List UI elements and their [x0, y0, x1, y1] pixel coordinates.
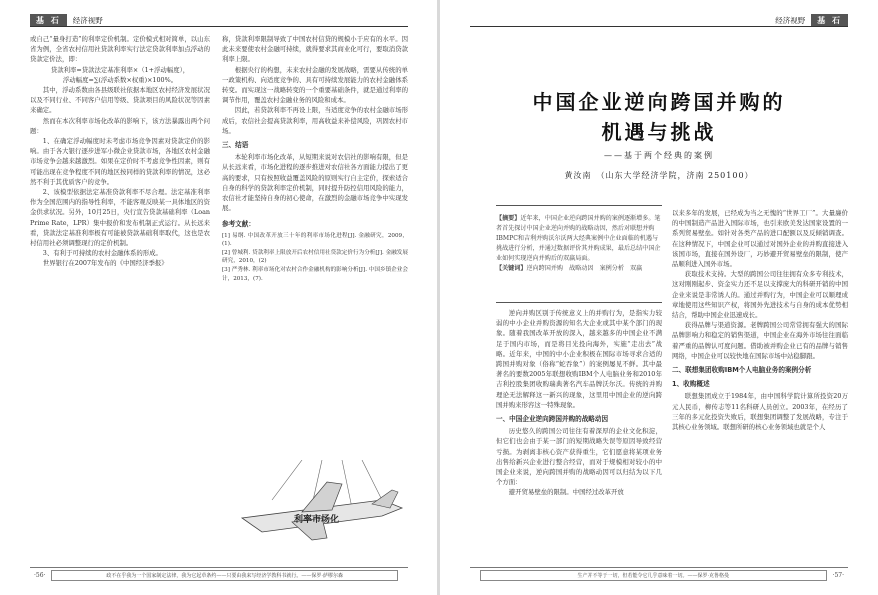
paragraph: 获取技术支持。大型的跨国公司往往拥有众多专利技术，这对刚刚起步、资金实力还不足以支撑庞大的科研开销的中国企业来说是非常诱人的。通过并购行为，中国企业可以顺理成章地使用这些知识产权，将国外先进技术与自身的成本优势相结合，帮助中国企业迅速成长。 — [672, 270, 848, 320]
paragraph: 以来多年的发展，已经成为当之无愧的“世界工厂”。大量廉价的中国制造产品进入国际市场，也引来欧美发达国家设置的一系列贸易壁垒。如针对各类产品的进口配额以及反倾销调查。在这种情况下，中国企业可以通过对国外企业的并购直接进入该国市场，直接在国外设厂，巧妙避开贸易壁垒的限制，使产品顺利进入国外市场。 — [672, 209, 848, 269]
reference-item: [1] 易纲. 中国改革开放三十年的利率市场化进程[J]. 金融研究，2009，(1). — [222, 232, 408, 248]
illustration-label: 利率市场化 — [294, 515, 340, 525]
section-heading: 二、联想集团收购IBM个人电脑业务的案例分析 — [672, 366, 812, 375]
section-label: 经济视野 — [72, 15, 103, 25]
article-title-line-1: 中国企业逆向跨国并购的 — [532, 90, 786, 114]
section-label: 经济视野 — [775, 15, 806, 25]
references-heading: 参考文献： — [222, 220, 255, 229]
right-header — [470, 14, 848, 27]
left-column-1 — [30, 34, 210, 554]
abstract-top-rule — [496, 205, 662, 206]
paragraph: 联想集团成立于1984年，由中国科学院计算所投资20万元人民币，柳传志等11名科研人员创立。2003年，在经历了三年的多元化投资失败后，联想集团调整了发展战略，专注于其核心业务领域。联想所研的核心业务领域也就是个人 — [672, 392, 848, 432]
paragraph: 世界银行在2007年发布的《中国经济季报》 — [42, 259, 168, 268]
left-header — [30, 14, 408, 27]
left-footer — [30, 567, 408, 583]
paragraph: 1、在确定浮动幅度时未考虑市场竞争因素对贷款定价的影响。由于各大银行逐步进军小微企业贷款市场，各地区农村金融市场竞争会越来越激烈。如果在定价时不考虑竞争性因素，则有可能出现在竞争程度不同的地区按同样的贷款利率的情况，这必然不利于其优质客户的竞争。 — [30, 137, 210, 186]
puppet-airplane-illustration — [232, 460, 408, 542]
paragraph: 本轮利率市场化改革，从短期来说对农信社的影响有限，但是从长远来看，市场化进程的逐步推进对农信社各方面能力提出了更高的要求，只有按照收益覆盖风险的原则实行自主定价，探索适合自身的科学的贷款利率定价机制，同时提升防控信用风险的能力，农信社才能坚持自身的初心使命，在激烈的金融市场竞争中实现发展。 — [222, 153, 408, 213]
article-title-line-2: 机遇与挑战 — [601, 120, 717, 144]
reference-item: [2] 曾城利. 贷款利率上限放开后农村信用社贷款定价行为分析[J]. 金融发展研究，2010，(2) — [222, 249, 408, 265]
footer-quote: 生产并不等于一切，但若能令它几乎意味着一切。——保罗·克鲁格曼 — [480, 570, 827, 581]
paragraph: 避开贸易壁垒的限制。中国经过改革开放 — [508, 488, 624, 497]
left-page — [0, 0, 438, 595]
paragraph: 获得品牌与渠道资源。老牌跨国公司常常拥有强大的国际品牌影响力和稳定的销售渠道，中国企业在海外市场往往面临着严重的品牌认可度问题。借助被并购企业已有的品牌与销售网络，中国企业可以较快地在国际市场中站稳脚跟。 — [672, 321, 848, 360]
page-number: ·56· — [34, 572, 46, 579]
abstract-block — [496, 214, 662, 274]
section-heading: 一、中国企业逆向跨国并购的战略动因 — [496, 415, 609, 424]
paragraph: 2、该模型依据法定基准贷款利率不尽合理。法定基准利率作为全国范围内的指导性利率，不能客观反映某一具体地区的资金供求状况。另外，10月25日，央行宣告贷款基础利率（Loan Prime Rate，LPR）集中报价和发布机制正式运行。从长远来看，贷款法定基准利率极有可能被贷款基础利率取代，这也是农村信用社必须调整现行的定价机制。 — [30, 188, 210, 248]
right-column-2 — [672, 208, 848, 554]
masthead: 基 石 — [30, 14, 67, 26]
article-subtitle: ——基于两个经典的案例 — [604, 151, 714, 160]
article-author: 黄汝南 （山东大学经济学院，济南 250100） — [564, 171, 754, 180]
footer-quote: 政不在乎我为一个国家制定法律，我为它起草条约——只要由我来写经济学教科书就行。——保罗·萨缪尔森 — [51, 570, 398, 581]
paragraph: 历史悠久的跨国公司往往有着深厚的企业文化积淀，但它们也会由于某一部门的短期战略失误等原因导致经营亏损。为剥离非核心资产获得重生，它们愿意将某项业务出售给新兴企业进行整合经营，而对于规模相对较小的中国企业来说，逆向跨国并购的战略动因可以归结为以下几个方面： — [496, 427, 662, 487]
left-column-2 — [222, 34, 408, 454]
subsection-heading: 1、收购概述 — [672, 380, 710, 389]
formula: 贷款利率=贷款法定基准利率×（1+浮动幅度）， — [50, 65, 190, 74]
keywords-label: 【关键词】 — [496, 265, 527, 272]
references-list — [222, 232, 408, 284]
paragraph: 根据央行的构想，未来农村金融的发展战略，需要从传统的单一政策机构、向适度竞争的、具有可持续发展能力的农村金融体系转变。而实现这一战略转变的一个重要基础条件，就是通过利率的调节作用，覆盖农村金融业务的风险和成本。 — [222, 65, 408, 105]
paragraph: 3、有利于可持续的农村金融体系的形成。 — [42, 249, 162, 258]
masthead: 基 石 — [811, 14, 848, 26]
abstract-text: 近年来，中国企业逆向跨国并购的案例逐渐增多。笔者首先探讨中国企业逆向并购的战略动因，然后对联想并购IBMPC和吉利并购沃尔沃两大经典案例中企业面临的机遇与挑战进行分析，并通过数据评价其并购成果，最后总结中国企业如何实现逆向并购后的双赢局面。 — [496, 215, 661, 262]
paragraph: 因此，若贷款利率不再设上限，当适度竞争的农村金融市场形成后，农信社会提高贷款利率，用高收益来补偿风险，巩固农村市场。 — [222, 106, 408, 135]
abstract-label: 【摘要】 — [496, 215, 521, 222]
right-footer — [470, 567, 848, 583]
page-number: ·57· — [832, 572, 844, 579]
paragraph: 其中，浮动系数由各县级联社依据本地区农村经济发展状况以及不同行业、不同客户信用等级、贷款项目的风险状况等因素来确定。 — [30, 86, 210, 115]
paragraph: 称，贷款利率限制导致了中国农村信贷的规模小于应有的水平。因此未来要使农村金融可持续，就得要求其商业化可行，要取消贷款利率上限。 — [222, 35, 408, 64]
formula: 浮动幅度=∑(浮动系数×权重)×100%。 — [62, 75, 178, 84]
keywords-text: 逆向跨国并购 战略动因 案例分析 双赢 — [526, 265, 643, 272]
paragraph: 或自己“量身打造”的利率定价机制。定价模式相对简单，以山东省为例，全省农村信用社贷款利率实行法定贷款利率加点浮动的贷款定价法，即： — [30, 35, 210, 64]
right-page — [440, 0, 878, 595]
abstract-bottom-rule — [496, 302, 662, 303]
paragraph: 然而在本次利率市场化改革的影响下，该方法暴露出两个问题： — [30, 116, 210, 135]
right-column-1 — [496, 308, 662, 553]
section-heading: 三、结语 — [222, 141, 249, 150]
paragraph: 逆向并购区别于传统意义上的并购行为，是指实力较弱的中小企业并购资源的知名大企业或其中某个部门的现象。随着我国改革开放的深入，越来越多的中国企业不满足于国内市场，而是将目光投向海外，实施“走出去”战略。近年来，中国的中小企业积极在国际市场寻求合适的跨国并购对象（俗称“蛇吞象”）的案例屡见不鲜。其中最著名的要数2005年联想收购IBM个人电脑业务和2010年吉利控股集团收购瑞典著名汽车品牌沃尔沃。传统的并购理论无法解释这一新兴的现象，这里用中国企业的逆向跨国并购来形容这一特殊现象。 — [496, 309, 662, 409]
reference-item: [3] 严秀林. 利率市场化对农村合作金融机构的影响分析[J]. 中国乡镇企业会计，2013，(7). — [222, 267, 408, 282]
